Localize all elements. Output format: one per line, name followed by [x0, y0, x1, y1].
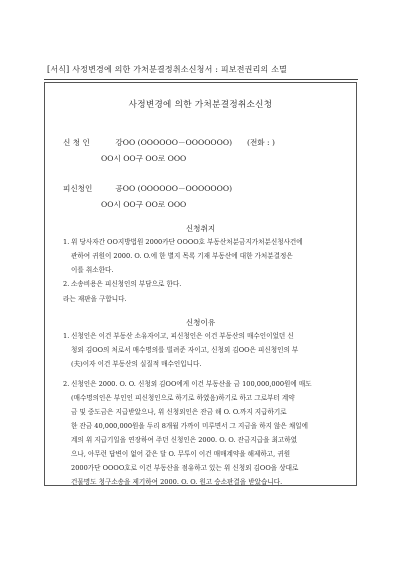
purpose-heading: 신청취지 [185, 224, 216, 233]
document-title: 사정변경에 의한 가처분결정취소신청 [128, 100, 273, 110]
item-line: 금 및 중도금은 지급받았으나, 위 신청외인은 잔금 해 O. O.까지 지급하기로 [71, 408, 287, 416]
applicant-label: 신 청 인 [63, 138, 90, 147]
respondent-label: 피신청인 [63, 184, 93, 193]
reason-heading: 신청이유 [185, 318, 216, 327]
applicant-block [63, 137, 275, 163]
document-box [44, 82, 357, 486]
item-line: 청외 김OO의 처로서 매수명의를 빌려준 자이고, 신청외 김OO은 피신청인의 부 [71, 346, 299, 354]
item-line: 관하여 귀원이 2000. O. O.에 한 별지 목록 기재 부동산에 대한 가처분결정은 [71, 252, 293, 260]
applicant-phone: (전화 : ) [247, 138, 275, 147]
item-line: 계의 위 지급기일을 연장하여 주던 신청인은 2000. O. O. 잔금지급을 최고하였 [71, 436, 298, 444]
applicant-name: 강OO (OOOOOO－OOOOOOO) [115, 138, 233, 147]
item-line: 위 당사자간 OO지방법원 2000카단 OOOO호 부동산처분금지가처분신청사건에 [71, 238, 303, 246]
purpose-item [63, 277, 347, 291]
item-line: 2000가단 OOOO호로 이건 부동산을 점유하고 있는 위 신청외 김OO을 상대로 [71, 464, 299, 472]
item-line: (夫)이자 이건 부동산의 실질적 매수인입니다. [71, 360, 202, 368]
closing-line: 라는 재판을 구합니다. [63, 295, 127, 303]
item-line: 소송비용은 피신청인의 부담으로 한다. [71, 280, 182, 288]
purpose-item [63, 235, 347, 277]
reason-item [63, 377, 347, 489]
item-line: 건물명도 청구소송을 제기하여 2000. O. O. 원고 승소판결을 받았습니다. [71, 478, 283, 486]
header-divider [44, 79, 358, 80]
item-line: 이를 취소한다. [71, 266, 114, 274]
header-title: [서식] 사정변경에 의한 가처분결정취소신청서 : 피보전권리의 소멸 [47, 65, 288, 74]
respondent-address: OO시 OO구 OO로 OOO [101, 200, 187, 209]
respondent-name: 공OO (OOOOOO－OOOOOOO) [115, 184, 233, 193]
item-line: 신청인은 2000. O. O. 신청외 김OO에게 이건 부동산을 금 100,000,000원에 매도 [71, 380, 312, 388]
item-number: 2. [63, 380, 70, 388]
item-line: (매수명의인은 부인인 피신청인으로 하기로 하였음)하기로 하고 그로부터 계약 [71, 394, 295, 402]
item-line: 한 잔금 40,000,000원을 두리 8개월 가까이 미루면서 그 지금을 하지 않은 채일에 [71, 422, 308, 430]
respondent-block [63, 183, 233, 209]
item-line: 신청인은 이건 부동산 소유자이고, 피신청인은 이건 부동산의 매수인이었던 신 [71, 332, 294, 340]
item-number: 2. [63, 280, 70, 288]
item-line: 으나, 아무런 답변이 없어 같은 달 O. 무투이 이건 매매계약을 해제하고, 귀원 [71, 450, 291, 458]
item-number: 1. [63, 238, 70, 246]
applicant-address: OO시 OO구 OO로 OOO [101, 154, 187, 163]
reason-item [63, 329, 347, 371]
item-number: 1. [63, 332, 70, 340]
